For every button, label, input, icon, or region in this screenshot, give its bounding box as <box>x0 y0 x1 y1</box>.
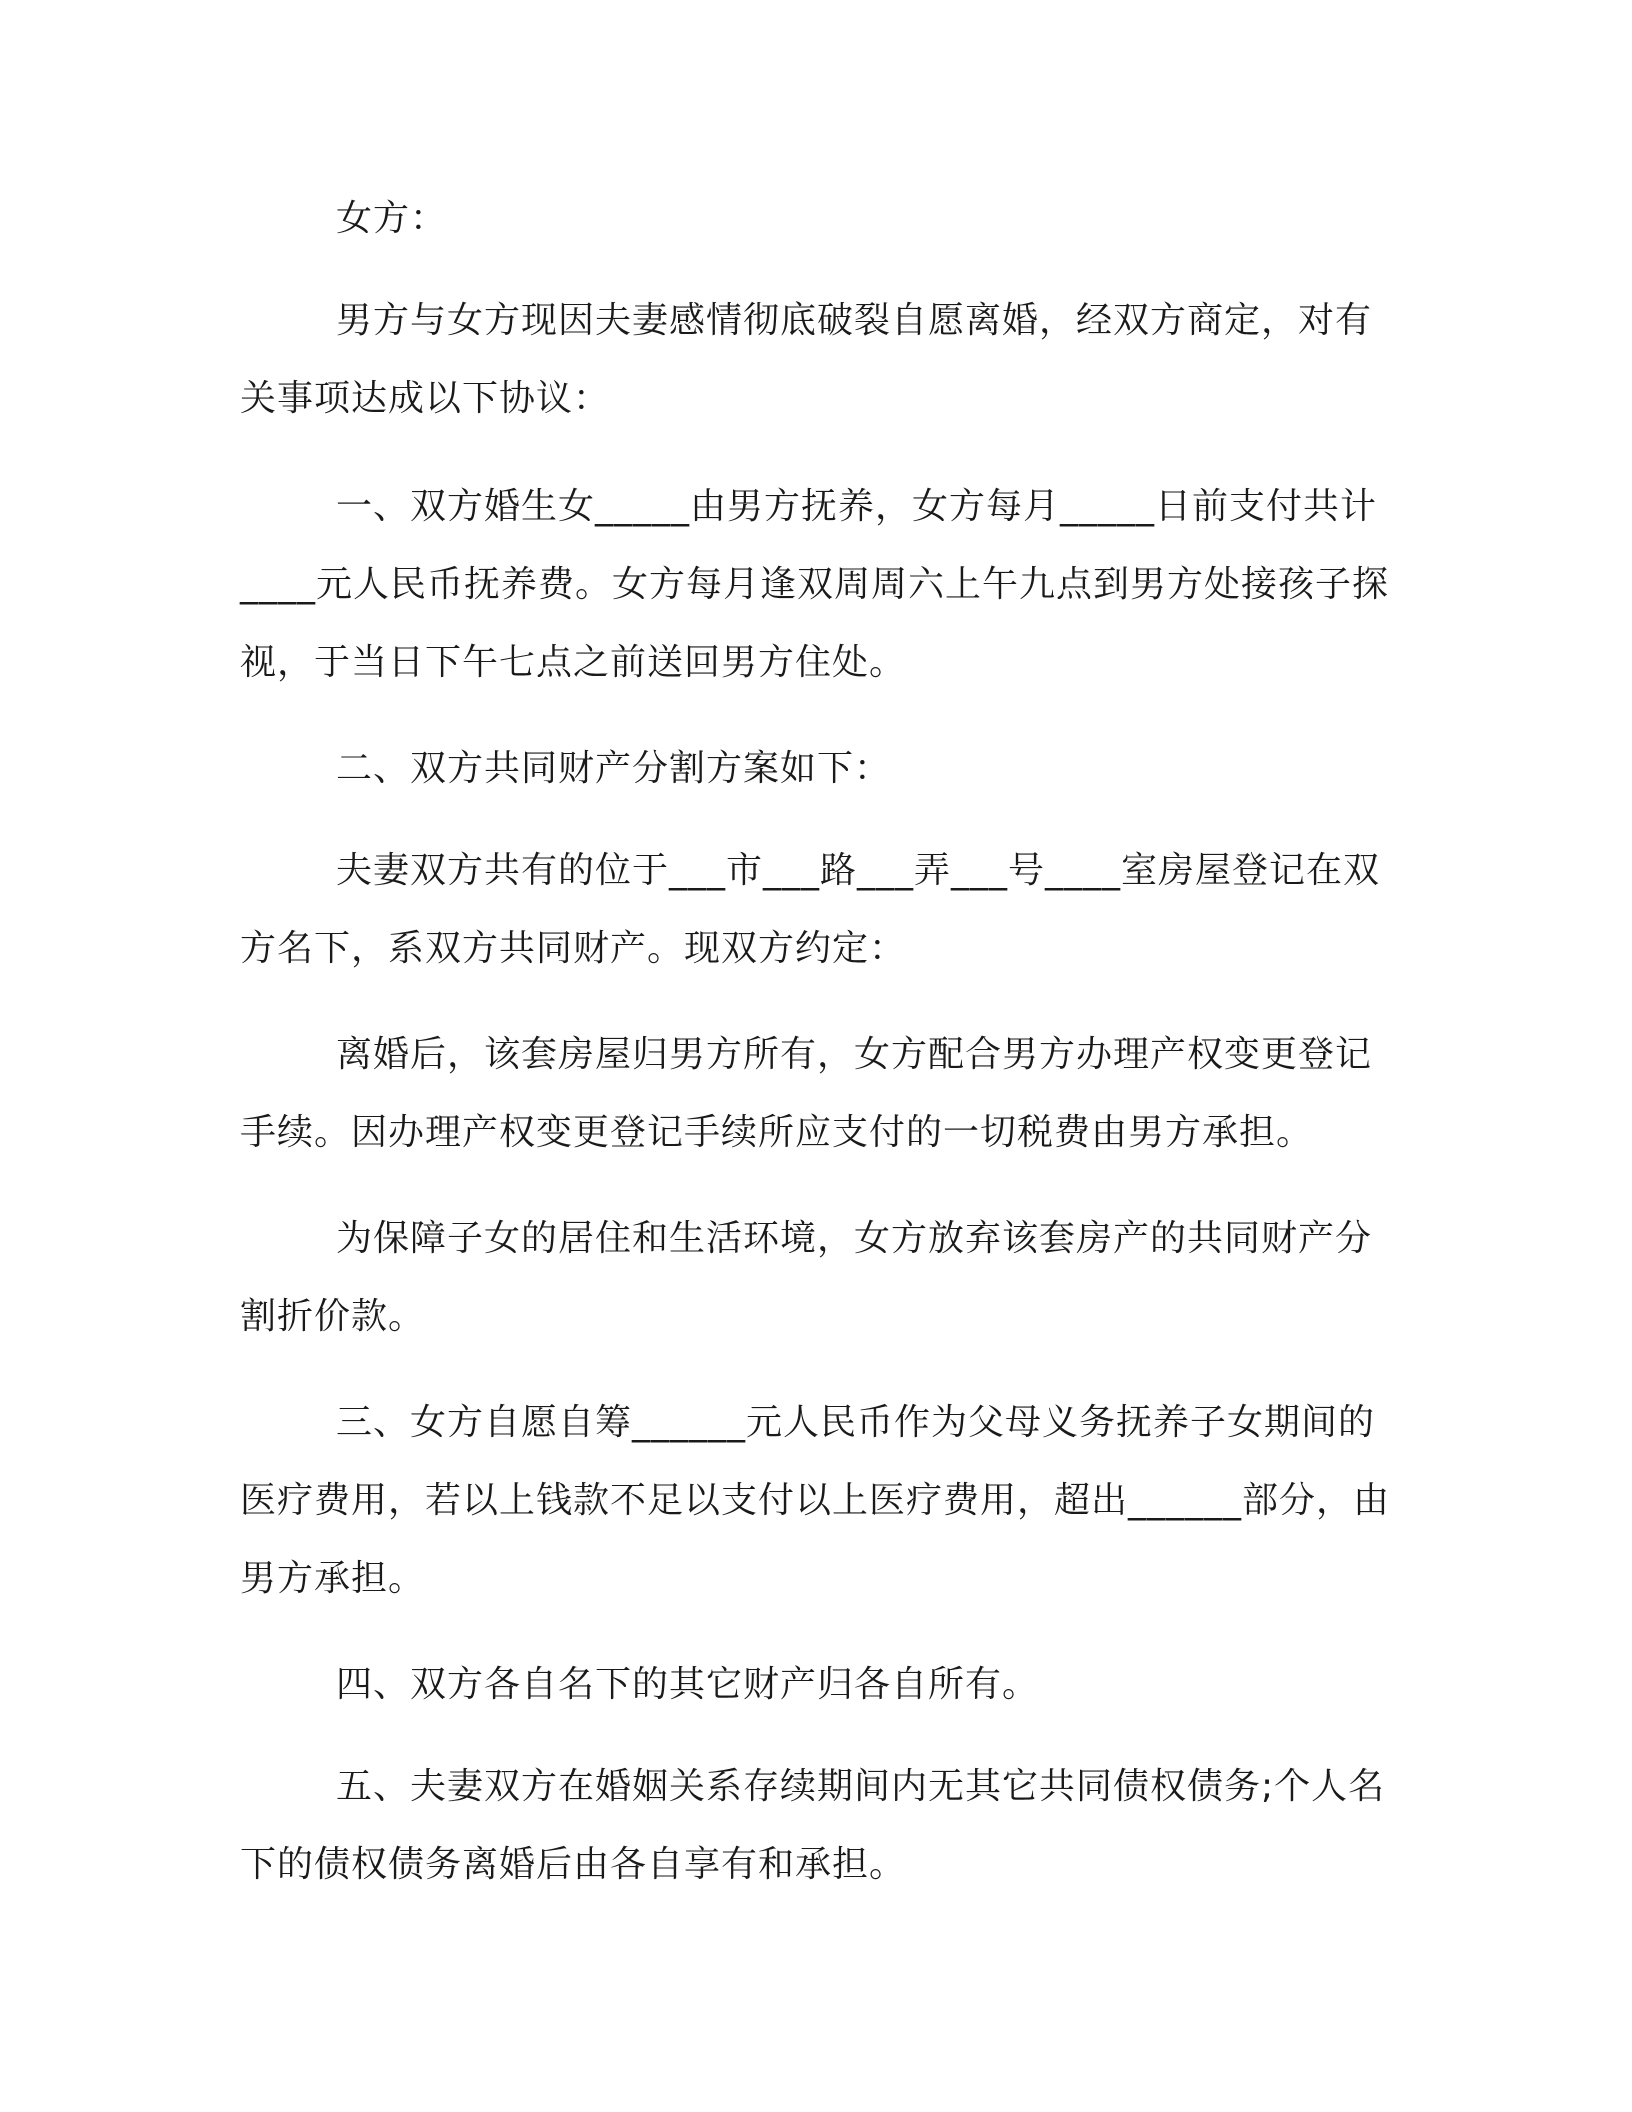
clause-two-ownership-paragraph: 离婚后，该套房屋归男方所有，女方配合男方办理产权变更登记手续。因办理产权变更登记手续所应支付的一切税费由男方承担。 <box>240 1034 1373 1153</box>
clause-three-medical: 三、女方自愿自筹______元人民币作为父母义务抚养子女期间的医疗费用，若以上钱款不足以支付以上医疗费用，超出______部分，由男方承担。 <box>240 1402 1391 1599</box>
agreement-intro-paragraph: 男方与女方现因夫妻感情彻底破裂自愿离婚，经双方商定，对有关事项达成以下协议： <box>240 300 1373 419</box>
clause-two-waiver-paragraph: 为保障子女的居住和生活环境，女方放弃该套房产的共同财产分割折价款。 <box>240 1218 1373 1337</box>
clause-four-other-property: 四、双方各自名下的其它财产归各自所有。 <box>336 1664 1040 1705</box>
clause-two-heading: 二、双方共同财产分割方案如下： <box>336 748 892 789</box>
clause-one-custody: 一、双方婚生女_____由男方抚养，女方每月_____日前支付共计____元人民币抚养费。女方每月逢双周周六上午九点到男方处接孩子探视，于当日下午七点之前送回男方住处。 <box>240 486 1390 683</box>
clause-five-debts: 五、夫妻双方在婚姻关系存续期间内无其它共同债权债务;个人名下的债权债务离婚后由各自享有和承担。 <box>240 1766 1386 1885</box>
clause-two-property-paragraph: 夫妻双方共有的位于___市___路___弄___号____室房屋登记在双方名下，系双方共同财产。现双方约定： <box>240 850 1381 969</box>
party-female-label: 女方： <box>336 198 448 239</box>
